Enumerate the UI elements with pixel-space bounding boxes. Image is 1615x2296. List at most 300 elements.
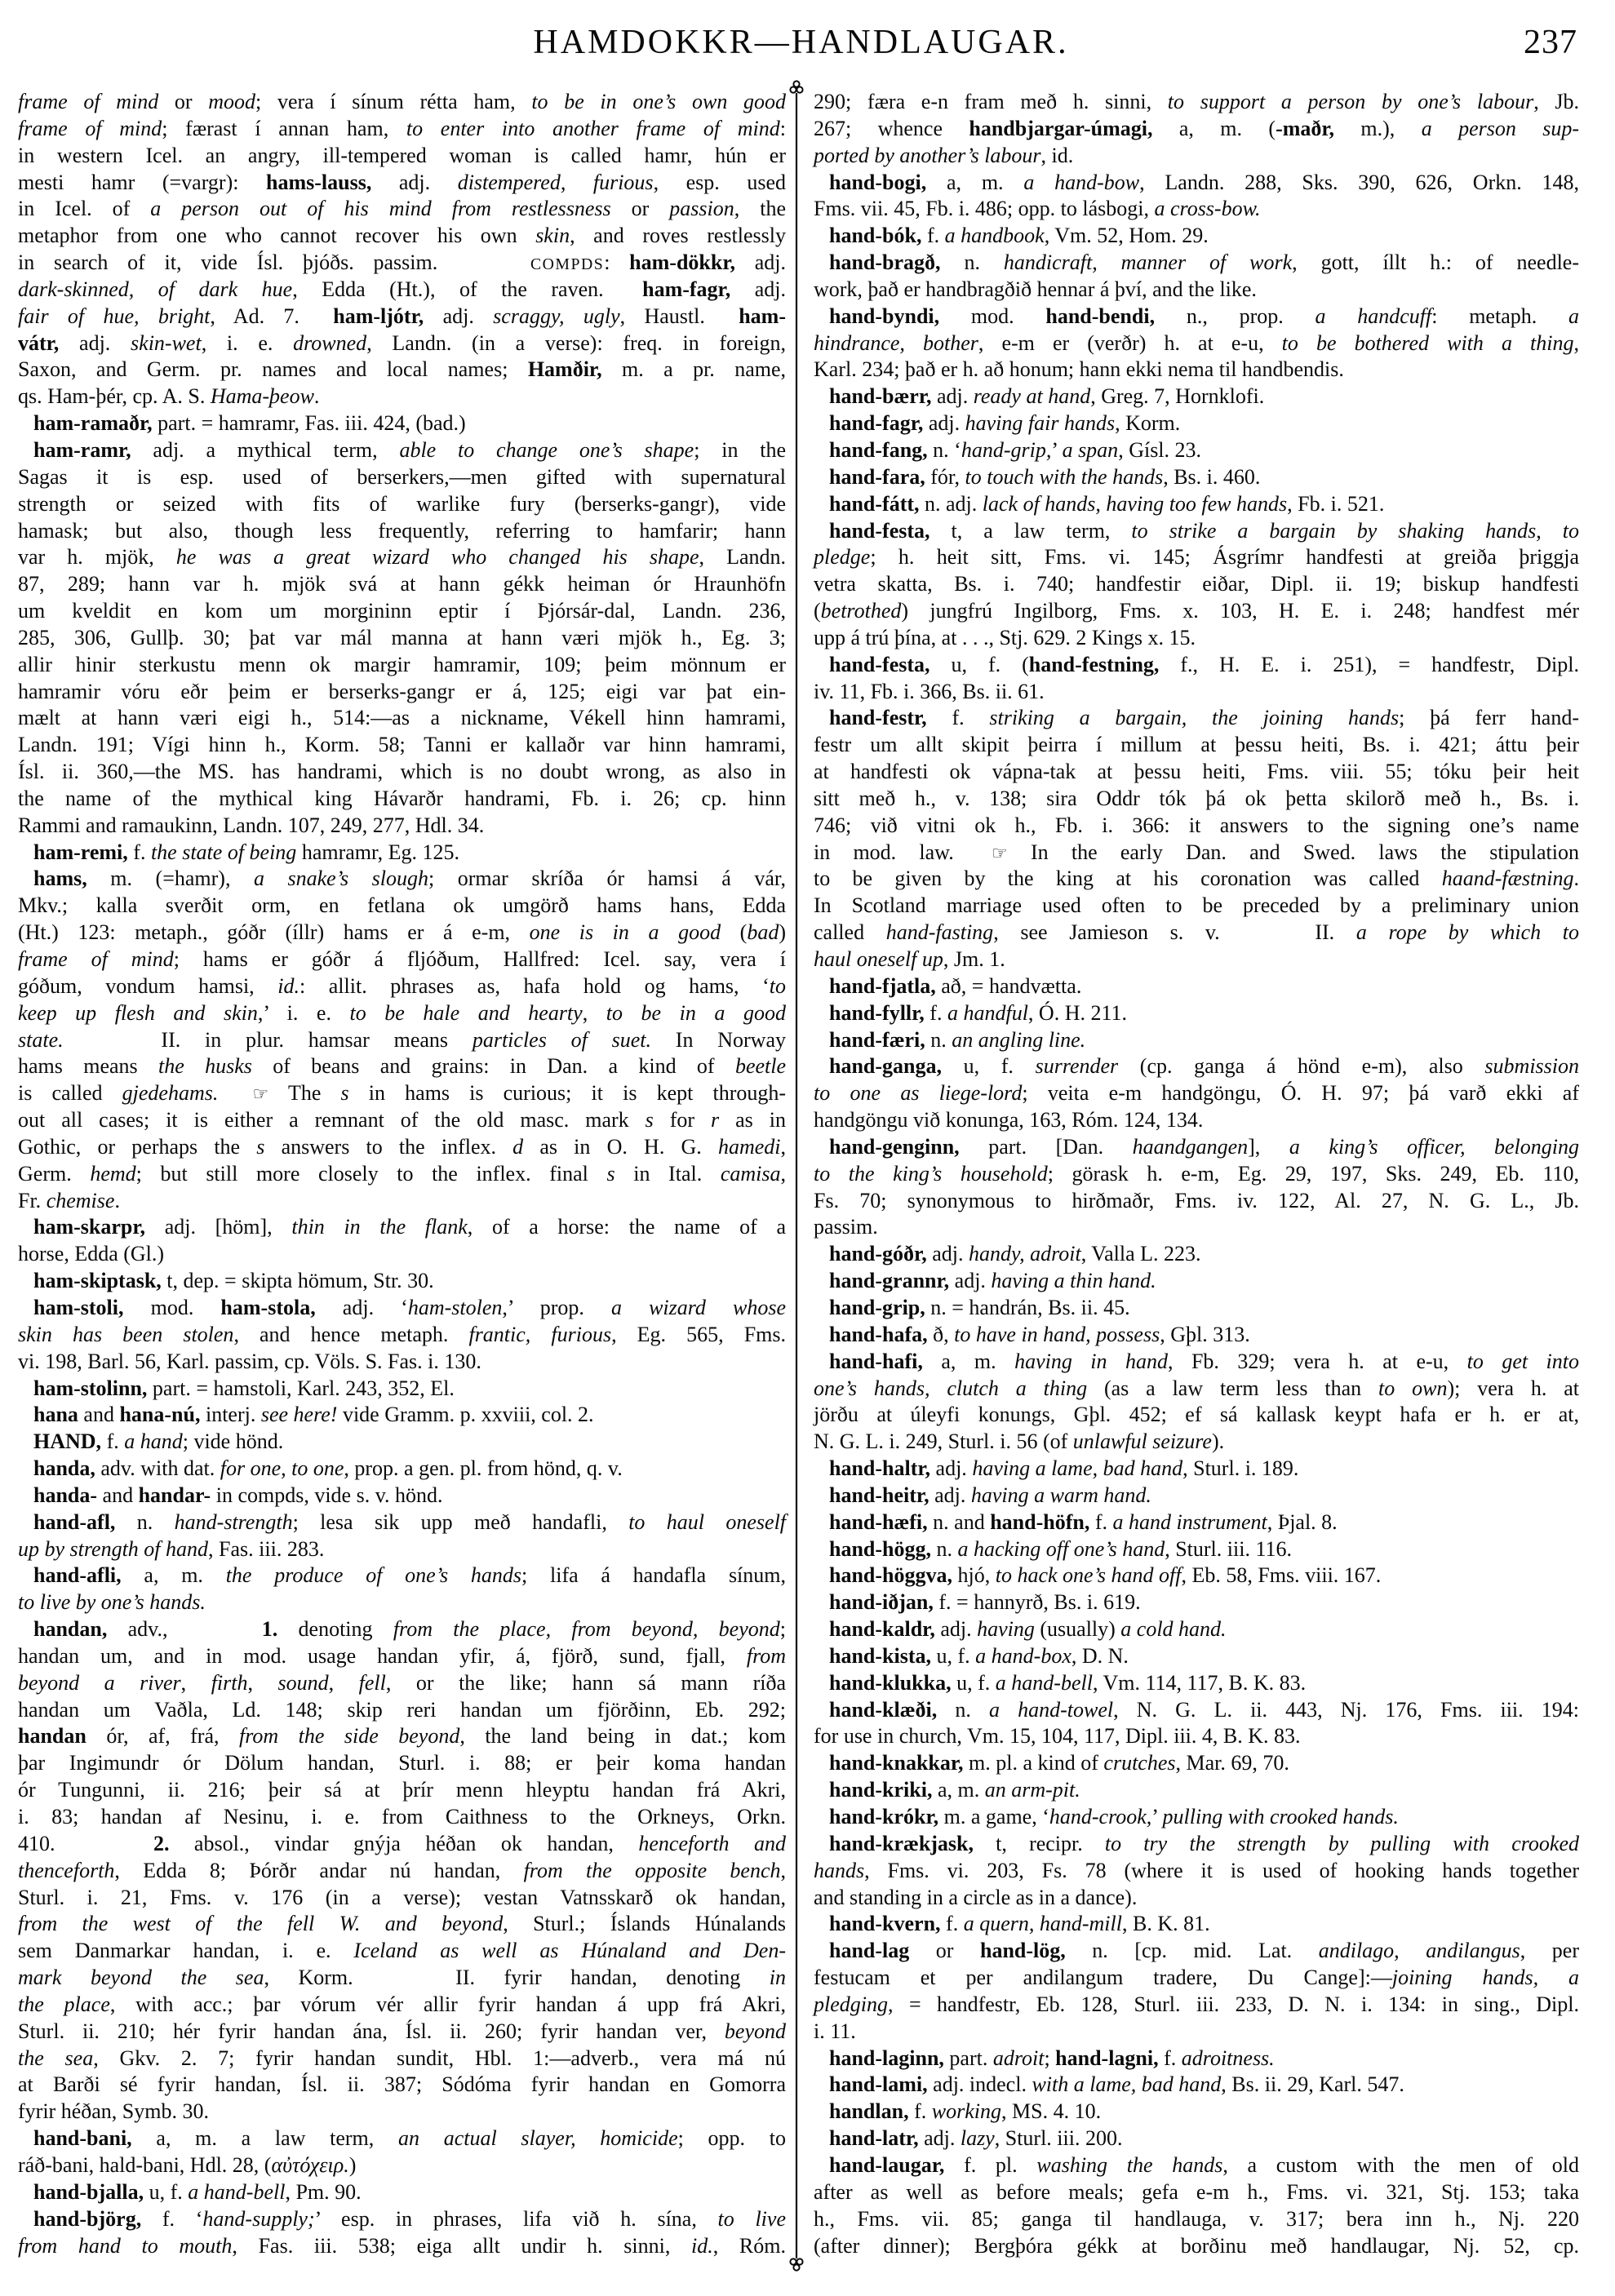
text-run: ) — [779, 920, 786, 945]
text-line — [18, 1643, 786, 1670]
text-line — [814, 491, 1579, 518]
text-run: horse, Edda (Gl.) — [18, 1242, 165, 1266]
text-run: , B. K. 81. — [1121, 1912, 1210, 1936]
text-run: adj. — [730, 277, 786, 301]
text-run: : — [779, 116, 786, 140]
text-run: ,’ prop. — [502, 1295, 611, 1319]
italic-text: to the king’s household — [814, 1161, 1048, 1186]
trefoil-circle — [796, 86, 802, 92]
italic-text: haul oneself up — [814, 947, 943, 971]
text-run: adj. — [930, 1456, 973, 1481]
dictionary-entry — [814, 2072, 1579, 2099]
headword: hand-kvern, — [829, 1912, 941, 1936]
text-run: Mkv.; kalla sverðit orm, en fetlana ok umgörð hams hans, Edda — [18, 893, 786, 918]
headword: HAND, — [33, 1429, 102, 1454]
italic-text: frame of mind — [18, 116, 162, 140]
text-run: hamask; but also, though less frequently, referring to hamfarir; hann — [18, 518, 786, 543]
text-line — [18, 1723, 786, 1750]
text-run: adj. — [59, 330, 131, 355]
text-line — [18, 1000, 786, 1027]
text-run: ; vide hönd. — [182, 1429, 284, 1454]
text-run: , Ó. H. 211. — [1027, 1000, 1128, 1025]
text-line — [814, 89, 1579, 116]
text-run: adj. a mythical term, — [131, 437, 400, 462]
text-run: , Bs. i. 460. — [1163, 464, 1261, 489]
text-line — [18, 1080, 786, 1107]
text-run: , Gþl. 313. — [1160, 1322, 1250, 1346]
trefoil-circle — [793, 2264, 799, 2270]
text-line — [18, 786, 786, 813]
text-line — [18, 1483, 786, 1509]
text-run: ) — [348, 2152, 357, 2177]
text-run: var h. mjök, — [18, 545, 176, 570]
text-line — [18, 759, 786, 786]
text-run: out all cases; it is either a remnant of the old masc. mark — [18, 1108, 646, 1132]
text-run: ; vera í sínum rétta ham, — [255, 90, 532, 113]
text-line — [814, 1134, 1579, 1161]
italic-text: state. — [18, 1027, 64, 1052]
text-run: , Haustl. — [619, 304, 725, 328]
headword: ham-dökkr, — [629, 250, 735, 275]
italic-text: hand-crook, — [1049, 1805, 1152, 1828]
dictionary-entry — [18, 1429, 786, 1456]
text-run: for — [653, 1108, 712, 1132]
text-line — [814, 732, 1579, 759]
text-run: m. (=hamr), — [87, 867, 254, 891]
dictionary-entry — [18, 840, 786, 867]
text-run: f. — [127, 840, 151, 864]
headword: hand-fagr, — [829, 411, 924, 436]
text-line — [814, 840, 1579, 867]
text-line — [814, 1188, 1579, 1215]
text-line — [18, 89, 786, 116]
text-run: adj. — [934, 1617, 978, 1642]
headword: hand-lami, — [829, 2072, 928, 2097]
text-line — [814, 2125, 1579, 2152]
text-run: f. — [908, 2099, 932, 2124]
headword: Hamðir, — [527, 357, 602, 382]
small-caps-label: COMPDS — [530, 255, 605, 274]
text-run: , Eb. 58, Fms. viii. 167. — [1181, 1563, 1382, 1588]
headword: hand-laugar, — [829, 2152, 945, 2177]
text-run: , i. e. — [201, 330, 294, 355]
dictionary-entry — [18, 1456, 786, 1483]
dictionary-entry — [814, 437, 1579, 464]
dictionary-entry — [18, 2206, 786, 2260]
text-run: in search of it, vide Ísl. þjóðs. passim. — [18, 250, 457, 275]
headword: hand-kriki, — [829, 1778, 933, 1802]
text-run: f. — [924, 1000, 947, 1025]
italic-text: pledge — [814, 545, 871, 570]
text-line — [814, 1965, 1579, 1992]
headword: hand-festr, — [829, 706, 927, 730]
dictionary-entry — [18, 1376, 786, 1403]
text-line — [814, 1000, 1579, 1027]
text-line — [18, 1268, 786, 1295]
italic-text: hand-supply; — [202, 2206, 315, 2231]
text-run: , Mar. 69, 70. — [1175, 1751, 1289, 1775]
text-line — [814, 518, 1579, 545]
dictionary-entry — [814, 1589, 1579, 1616]
text-run: t, a law term, — [930, 518, 1132, 543]
italic-text: s — [606, 1161, 615, 1186]
text-line — [18, 1616, 786, 1643]
italic-text: a quern, hand-mill — [963, 1912, 1122, 1936]
text-line — [814, 1911, 1579, 1938]
text-run: , Edda 8; Þórðr andar nú handan, — [114, 1858, 524, 1882]
text-run: , Fas. iii. 538; eiga allt undir h. sinni, — [232, 2233, 691, 2258]
text-run: u, f. ( — [930, 652, 1029, 676]
text-run: , and hence metaph. — [233, 1322, 469, 1346]
dictionary-entry — [814, 1938, 1579, 2045]
text-run: answers to the inflex. — [264, 1134, 513, 1159]
italic-text: the husks — [158, 1054, 252, 1079]
dictionary-entry — [814, 1134, 1579, 1241]
headword: hana — [33, 1403, 78, 1427]
headword: hand-heitr, — [829, 1483, 930, 1507]
text-run: handan um Vaðla, Ld. 148; skip reri handan um fjörðinn, Eb. 292; — [18, 1697, 786, 1722]
headword: hand-lag — [829, 1939, 910, 1963]
italic-text: one’s hands, clutch a thing — [814, 1376, 1088, 1400]
text-run: t, dep. = skipta hömum, Str. 30. — [161, 1269, 434, 1293]
text-run: and standing in a circle as in a dance). — [814, 1885, 1138, 1909]
text-line — [18, 1777, 786, 1804]
text-run: i. 11. — [814, 2019, 856, 2043]
text-run: II. fyrir handan, denoting — [455, 1966, 770, 1990]
text-run: at Barði sé fyrir handan, Ísl. ii. 387; Sódóma fyrir handan en Gomorra — [18, 2072, 786, 2097]
dictionary-entry — [814, 1241, 1579, 1268]
text-run: góðum, vondum hamsi, — [18, 973, 278, 998]
text-run: as in O. H. G. — [523, 1134, 718, 1159]
text-run: , Fms. vi. 203, Fs. 78 (where it is used of hooking hands together — [864, 1858, 1579, 1882]
italic-text: lack of hands, having too few hands — [982, 491, 1288, 516]
dictionary-entry — [814, 250, 1579, 304]
headword: vátr, — [18, 330, 60, 355]
italic-text: hand-strength — [174, 1509, 293, 1534]
italic-text: striking a bargain, the joining hands — [989, 706, 1400, 730]
text-run: II. — [1315, 920, 1356, 945]
running-head: HAMDOKKR—HANDLAUGAR. — [533, 24, 1069, 61]
italic-text: fell — [358, 1670, 386, 1695]
text-run: ,’ i. e. — [257, 1000, 350, 1025]
dictionary-entry — [814, 973, 1579, 1000]
text-run: , — [328, 1670, 359, 1695]
text-run: , — [180, 1670, 211, 1695]
italic-text: id. — [277, 973, 299, 998]
italic-text: thenceforth — [18, 1858, 115, 1882]
text-run: a, m. a law term, — [131, 2126, 398, 2151]
text-line — [18, 1536, 786, 1563]
text-run: handgöngu við konunga, 163, Róm. 124, 134. — [814, 1108, 1204, 1132]
text-line — [814, 1483, 1579, 1509]
text-line — [814, 1670, 1579, 1697]
text-line — [814, 2152, 1579, 2179]
italic-text: to be in one’s own good — [531, 90, 786, 113]
headword: hand-kista, — [829, 1643, 931, 1668]
text-line — [18, 1402, 786, 1429]
text-run: ( — [721, 920, 748, 945]
text-run: f. pl. — [944, 2152, 1037, 2177]
trefoil-circle — [796, 2258, 802, 2264]
text-run: fyrir héðan, Symb. 30. — [18, 2099, 209, 2124]
italic-text: sound — [277, 1670, 329, 1695]
text-line — [814, 1992, 1579, 2019]
italic-text: an actual slayer, homicide — [398, 2126, 678, 2151]
dictionary-entry — [814, 1750, 1579, 1777]
text-run: (usually) — [1034, 1617, 1121, 1642]
headword: hand-fara, — [829, 464, 925, 489]
text-run: , Sturl. i. 189. — [1182, 1456, 1299, 1481]
text-run: n. adj. — [919, 491, 983, 516]
headword: ham-stola, — [220, 1295, 316, 1319]
text-line — [18, 544, 786, 571]
italic-text: a hand — [124, 1429, 183, 1454]
headword: hand-iðjan, — [829, 1590, 934, 1615]
italic-text: a hand-bell — [188, 2179, 286, 2204]
headword: hand-festa, — [829, 652, 930, 676]
text-run: ; lesa sik upp með handafli, — [292, 1509, 629, 1534]
dictionary-entry — [814, 1456, 1579, 1483]
italic-text: he was a great wizard who changed his shape — [175, 545, 699, 570]
italic-text: beetle — [734, 1054, 787, 1079]
text-run: m. a pr. name, — [601, 357, 786, 382]
text-line — [814, 1456, 1579, 1483]
text-line — [814, 383, 1579, 410]
text-run: f. — [940, 1912, 964, 1936]
italic-text: handicraft, manner of work — [1003, 250, 1293, 275]
text-run: ’ — [1151, 1805, 1163, 1828]
text-line — [814, 277, 1579, 304]
italic-text: adroitness. — [1181, 2046, 1275, 2070]
dictionary-entry — [814, 1536, 1579, 1563]
text-line — [18, 1134, 786, 1161]
text-run: adj. — [923, 411, 965, 436]
text-line — [814, 705, 1579, 732]
text-run: , — [1573, 330, 1579, 355]
headword: hand-færi, — [829, 1027, 925, 1052]
dictionary-entry — [814, 223, 1579, 250]
text-run: n. — [931, 1536, 958, 1561]
text-line — [18, 1670, 786, 1697]
right-column — [814, 89, 1579, 2259]
italic-text: a hand-bell — [995, 1670, 1093, 1695]
text-run: is called — [18, 1081, 122, 1106]
dictionary-entry — [18, 1295, 786, 1376]
italic-text: s — [340, 1081, 349, 1106]
italic-text: a rope by which to — [1355, 920, 1579, 945]
text-run: mod. — [939, 304, 1046, 328]
text-run: The — [268, 1081, 341, 1106]
text-run: handan um, and in mod. usage handan yfir, á, fjörð, sund, fjall, — [18, 1643, 747, 1668]
text-line — [814, 196, 1579, 223]
dictionary-entry — [814, 2099, 1579, 2125]
text-line — [18, 705, 786, 732]
italic-text: a handcuff — [1315, 304, 1432, 328]
dictionary-entry — [814, 1027, 1579, 1054]
text-run: adv. with dat. — [95, 1456, 220, 1481]
italic-text: having a thin hand. — [991, 1269, 1156, 1293]
text-run: metaphor from one who cannot recover his own — [18, 224, 536, 248]
text-run: adj. indecl. — [927, 2072, 1032, 2097]
text-run: strength or seized with fits of warlike fury (berserks-gangr), vide — [18, 491, 786, 516]
italic-text: up by strength of hand — [18, 1536, 209, 1561]
text-run: . — [313, 384, 320, 409]
headword: hand-fátt, — [829, 491, 920, 516]
italic-text: to try the strength by pulling with crooked — [1104, 1831, 1579, 1855]
italic-text: from the west of the fell W. and beyond — [18, 1912, 504, 1936]
dictionary-entry — [814, 1053, 1579, 1134]
italic-text: chemise — [46, 1188, 115, 1212]
text-run: a, m. ( — [1152, 116, 1276, 140]
text-run: , with acc.; þar vórum vér allir fyrir handan á upp frá Akri, — [109, 1992, 786, 2016]
text-run: , Sturl. iii. 200. — [994, 2126, 1123, 2151]
page-number: 237 — [1524, 24, 1577, 61]
headword: ham-stoli, — [33, 1295, 124, 1319]
text-run: qs. Ham-þér, cp. A. S. — [18, 384, 211, 409]
text-run: festr um allt skipit þeirra í millum at þessu heiti, Bs. i. 421; áttu þeir — [814, 733, 1579, 757]
text-line — [18, 1992, 786, 2019]
text-line — [814, 330, 1579, 357]
dictionary-entry — [814, 705, 1579, 973]
text-run: n. and — [927, 1509, 991, 1534]
text-run: adj. — [424, 304, 494, 328]
text-line — [814, 1562, 1579, 1589]
text-line — [814, 2072, 1579, 2099]
italic-text: from the place, from beyond, beyond — [393, 1617, 780, 1642]
text-line — [18, 625, 786, 652]
text-run: mesti hamr (=vargr): — [18, 170, 266, 194]
text-line — [814, 1885, 1579, 1912]
dictionary-entry — [814, 1268, 1579, 1295]
text-run: a, m. — [922, 1349, 1015, 1373]
text-run: , gott, íllt h.: of needle- — [1292, 250, 1579, 275]
italic-text: Hama-þeow — [210, 384, 314, 409]
text-run: mælt at hann væri eigi h., 514:—as a nickname, Vékell hinn hamrami, — [18, 706, 786, 730]
italic-text: haandgangen — [1132, 1134, 1249, 1159]
italic-text: r — [711, 1108, 720, 1132]
text-line — [18, 2152, 786, 2179]
headword: hand-kaldr, — [829, 1617, 935, 1642]
italic-text: a hand instrument — [1112, 1509, 1267, 1534]
text-run: ; lifa á handafla sínum, — [521, 1563, 787, 1588]
text-line — [18, 1589, 786, 1616]
text-line — [814, 357, 1579, 383]
text-run — [218, 1081, 237, 1105]
dictionary-entry — [814, 89, 1579, 170]
text-run: , Fb. i. 521. — [1287, 491, 1385, 516]
italic-text: id. — [691, 2233, 713, 2258]
text-run: Ísl. ii. 360,—the MS. has handrami, which is no doubt wrong, as also in — [18, 760, 786, 784]
italic-text: to hack one’s hand off — [995, 1563, 1182, 1588]
italic-text: ready at hand — [973, 384, 1091, 409]
text-line — [18, 250, 786, 277]
text-run: , or the like; hann sá mann ríða — [385, 1670, 787, 1695]
text-run: for use in church, Vm. 15, 104, 117, Dipl. iii. 4, B. K. 83. — [814, 1724, 1301, 1749]
headword: hams, — [33, 867, 87, 891]
text-line — [18, 116, 786, 143]
text-run: ; but still more closely to the inflex. final — [135, 1161, 607, 1186]
italic-text: having in hand — [1014, 1349, 1168, 1373]
text-run: adj. — [918, 2126, 961, 2151]
text-run: (Ht.) 123: metaph., góðr (íllr) hams er á e-m, — [18, 920, 530, 945]
italic-text: the place — [18, 1992, 110, 2016]
text-line — [18, 813, 786, 840]
italic-text: hand-grip, — [961, 437, 1052, 462]
text-run: u, f. — [942, 1054, 1036, 1079]
text-run: 290; færa e-n fram með h. sinni, — [814, 90, 1168, 113]
text-line — [814, 1053, 1579, 1080]
italic-text: to one as liege-lord — [814, 1081, 1023, 1106]
text-line — [814, 2206, 1579, 2233]
text-line — [18, 410, 786, 437]
italic-text: adroit — [992, 2046, 1045, 2070]
text-run: hams means — [18, 1054, 158, 1079]
text-run: , — [247, 1670, 278, 1695]
text-line — [814, 893, 1579, 920]
text-run: the name of the mythical king Hávarðr handrami, Fb. i. 26; cp. hinn — [18, 786, 786, 810]
text-line — [814, 759, 1579, 786]
text-run: , Sturl.; Íslands Húnalands — [503, 1912, 786, 1936]
text-line — [814, 946, 1579, 973]
italic-text: bad — [747, 920, 779, 945]
text-line — [814, 304, 1579, 330]
italic-text: having a warm hand. — [970, 1483, 1151, 1507]
italic-text: one is in a good — [529, 920, 721, 945]
text-run: ð, — [927, 1322, 955, 1346]
text-run: part. — [943, 2046, 993, 2070]
italic-text: an arm-pit. — [984, 1778, 1080, 1802]
text-run: , Vm. 114, 117, B. K. 83. — [1092, 1670, 1307, 1695]
italic-text: submission — [1484, 1054, 1579, 1079]
text-run: or — [909, 1939, 980, 1963]
dictionary-entry — [814, 1777, 1579, 1804]
headword: handbjargar-úmagi, — [969, 116, 1153, 140]
text-line — [814, 1241, 1579, 1268]
text-run: sem Danmarkar handan, i. e. — [18, 1939, 354, 1963]
text-run: hamramir vóru eðr þeim er berserks-gangr er á, 125; eigi var þat ein- — [18, 679, 786, 703]
text-run: , the — [734, 197, 787, 221]
italic-text: a person out of his mind from restlessness — [150, 197, 611, 221]
italic-text: to support a person by one’s labour — [1167, 90, 1534, 113]
text-line — [18, 1429, 786, 1456]
text-line — [18, 2046, 786, 2072]
dictionary-entry — [814, 464, 1579, 491]
text-run: f. — [101, 1429, 125, 1454]
text-run: in mod. law. — [814, 840, 977, 864]
text-line — [814, 1697, 1579, 1724]
text-run: i. 83; handan af Nesinu, i. e. from Caithness to the Orkneys, Orkn. — [18, 1805, 786, 1828]
text-line — [18, 2125, 786, 2152]
italic-text: surrender — [1035, 1054, 1119, 1079]
text-run: ; opp. to — [677, 2126, 786, 2151]
text-line — [18, 1053, 786, 1080]
italic-text: to enter into another frame of mind — [406, 116, 780, 140]
italic-text: a snake’s slough — [253, 867, 428, 891]
text-run: , see Jamieson s. v. — [993, 920, 1242, 945]
text-line — [814, 1349, 1579, 1376]
text-line — [814, 410, 1579, 437]
text-line — [814, 1643, 1579, 1670]
text-line — [814, 1268, 1579, 1295]
text-run: absol., vindar gnýja héðan ok handan, — [169, 1831, 639, 1855]
italic-text: for one, to one — [220, 1456, 344, 1481]
text-line — [18, 330, 786, 357]
text-line — [814, 1777, 1579, 1804]
text-run: , Róm. — [712, 2233, 786, 2258]
headword: -maðr, — [1276, 116, 1335, 140]
text-run: n. — [940, 250, 1004, 275]
text-run: vide Gramm. p. xxviii, col. 2. — [337, 1403, 594, 1427]
